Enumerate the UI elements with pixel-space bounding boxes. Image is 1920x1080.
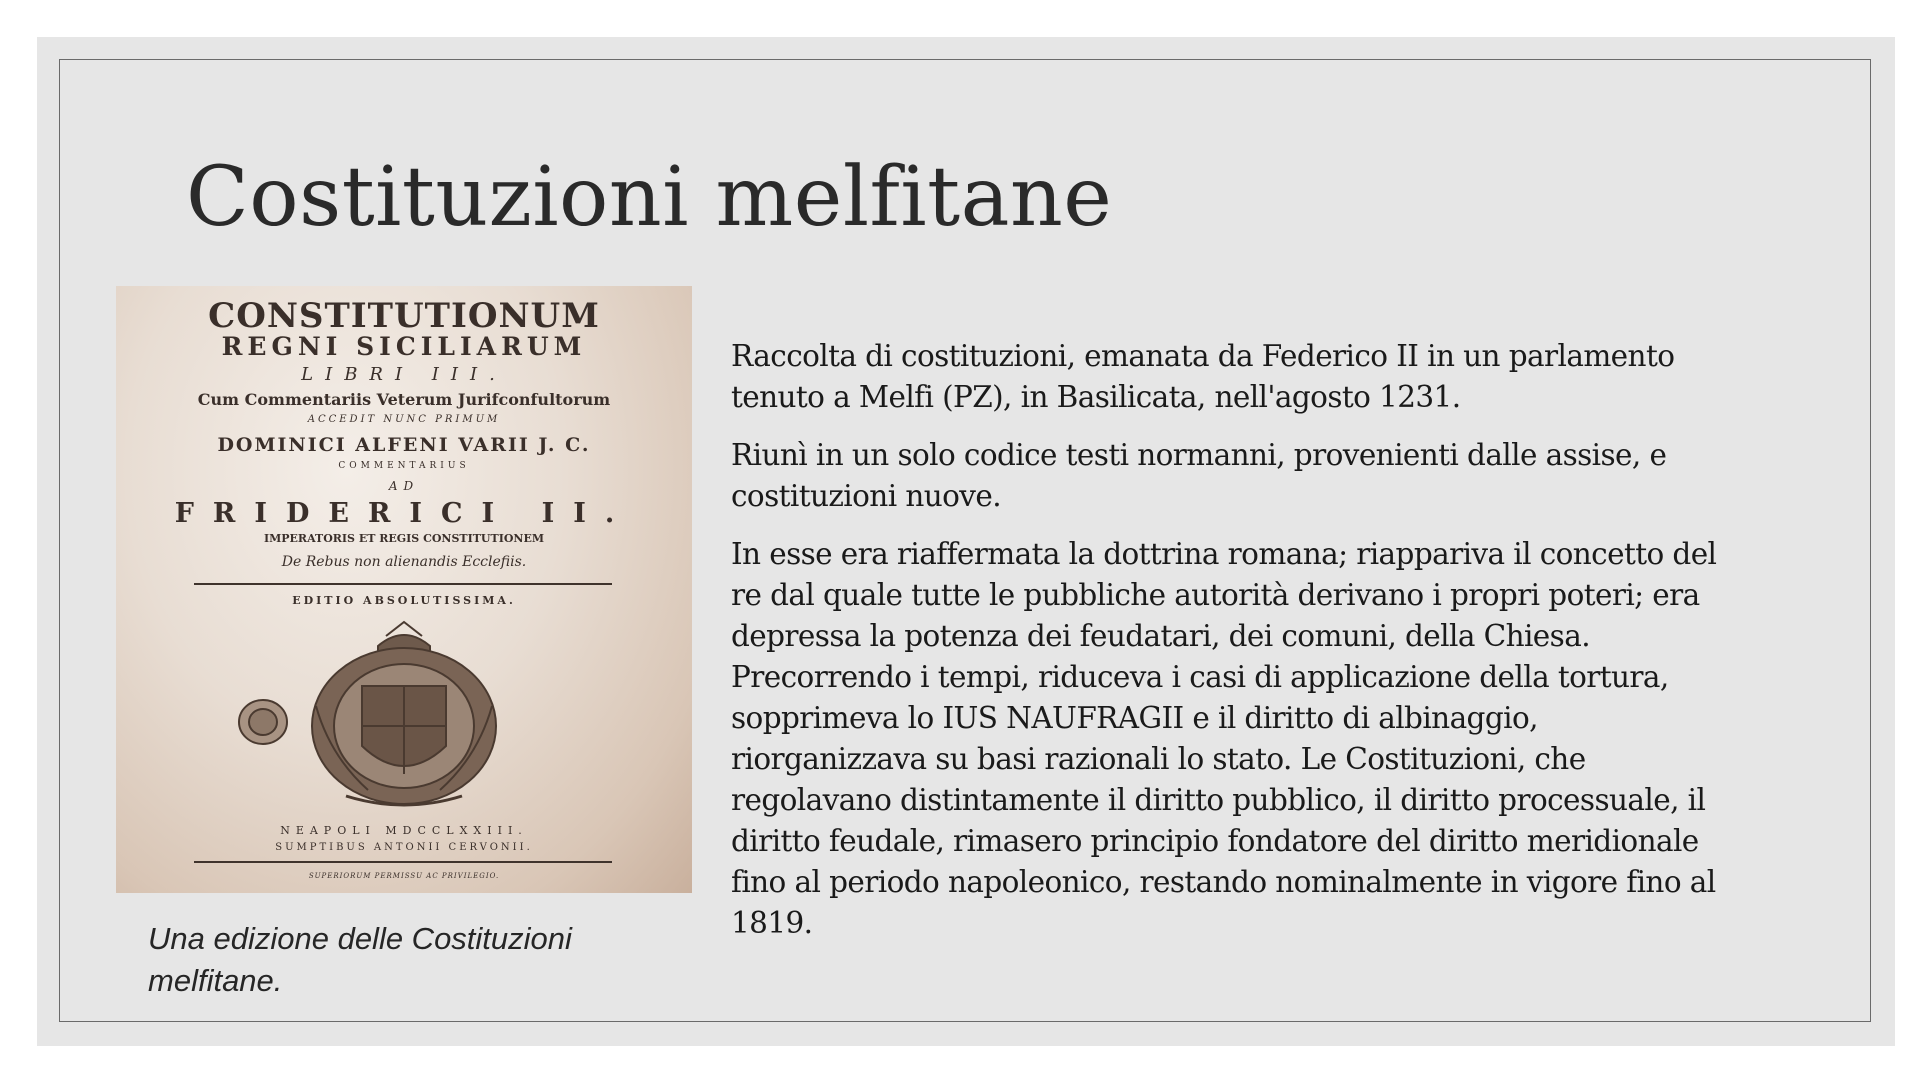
book-line: FRIDERICI II. xyxy=(174,498,634,529)
book-title-page-image xyxy=(116,286,692,893)
coat-of-arms-icon xyxy=(116,286,692,893)
book-line: DOMINICI ALFENI VARII J. C. xyxy=(217,434,591,456)
book-line: EDITIO ABSOLUTISSIMA. xyxy=(292,594,516,607)
book-line: De Rebus non alienandis Ecclefiis. xyxy=(281,554,527,570)
book-rule xyxy=(194,861,612,863)
book-line: REGNI SICILIARUM xyxy=(221,332,587,361)
slide-body-text xyxy=(731,336,1741,961)
body-paragraph: Riunì in un solo codice testi normanni, provenienti dalle assise, e costituzioni nuove. xyxy=(731,438,1667,513)
body-paragraph: In esse era riaffermata la dottrina romana; riappariva il concetto del re dal quale tutte le pubbliche autorità derivano i propri poteri; era depressa la potenza dei feudatari, dei comuni, della Chiesa. Precorrendo i tempi, riduceva i casi di applicazione della tortura, sopprimeva lo IUS NAUFRAGII e il diritto di albinaggio, riorganizzava su basi razionali lo stato. Le Costituzioni, che regolavano distintamente il diritto pubblico, il diritto processuale, il diritto feudale, rimasero principio fondatore del diritto meridionale fino al periodo napoleonico, restando nominalmente in vigore fino al 1819. xyxy=(731,537,1717,940)
book-line: COMMENTARIUS xyxy=(338,461,470,471)
book-line: SUPERIORUM PERMISSU AC PRIVILEGIO. xyxy=(308,872,500,880)
book-line: CONSTITUTIONUM xyxy=(208,296,600,336)
image-caption: Una edizione delle Costituzioni melfitane. xyxy=(148,921,572,998)
book-line: NEAPOLI MDCCLXXIII. xyxy=(280,824,528,837)
book-line: SUMPTIBUS ANTONII CERVONII. xyxy=(275,842,533,853)
book-line: IMPERATORIS ET REGIS CONSTITUTIONEM xyxy=(263,532,545,545)
body-paragraph: Raccolta di costituzioni, emanata da Federico II in un parlamento tenuto a Melfi (PZ), in Basilicata, nell'agosto 1231. xyxy=(731,339,1675,414)
book-line: ACCEDIT NUNC PRIMUM xyxy=(307,414,501,425)
book-line: AD xyxy=(388,479,420,493)
slide-title: Costituzioni melfitane xyxy=(186,150,1113,245)
book-line: Cum Commentariis Veterum Jurifconfultorum xyxy=(197,390,611,409)
book-line: LIBRI III. xyxy=(301,364,507,385)
